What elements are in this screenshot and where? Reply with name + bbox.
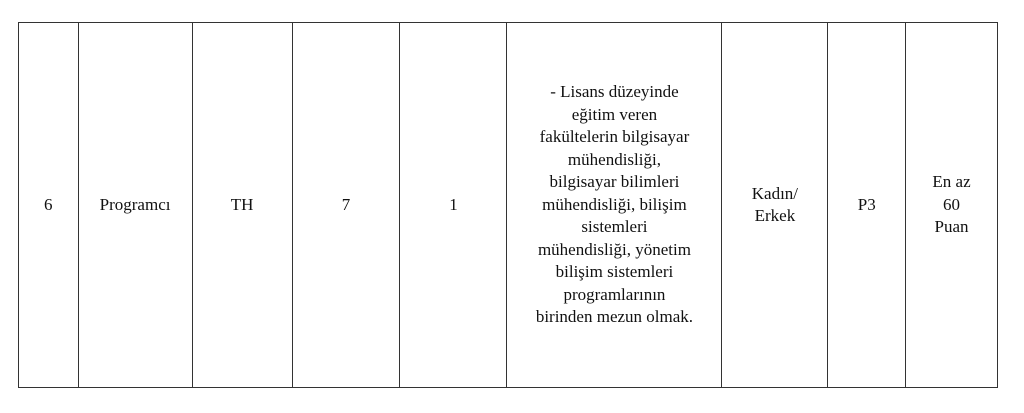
count-cell: 1: [400, 23, 507, 388]
position-title-cell: Programcı: [78, 23, 192, 388]
row-number-cell: 6: [19, 23, 79, 388]
gender-cell: Kadın/ Erkek: [722, 23, 828, 388]
positions-table: [18, 22, 998, 388]
kpss-type-cell: P3: [828, 23, 906, 388]
position-code-cell: TH: [192, 23, 292, 388]
level-cell: 7: [292, 23, 400, 388]
table-row: [19, 23, 998, 388]
qualification-cell: - Lisans düzeyinde eğitim veren fakültelerin bilgisayar mühendisliği, bilgisayar bilimleri mühendisliği, bilişim sistemleri mühendisliği, yönetim bilişim sistemleri programlarının birinden mezun olmak.: [507, 23, 722, 388]
minimum-score-cell: En az 60 Puan: [906, 23, 998, 388]
